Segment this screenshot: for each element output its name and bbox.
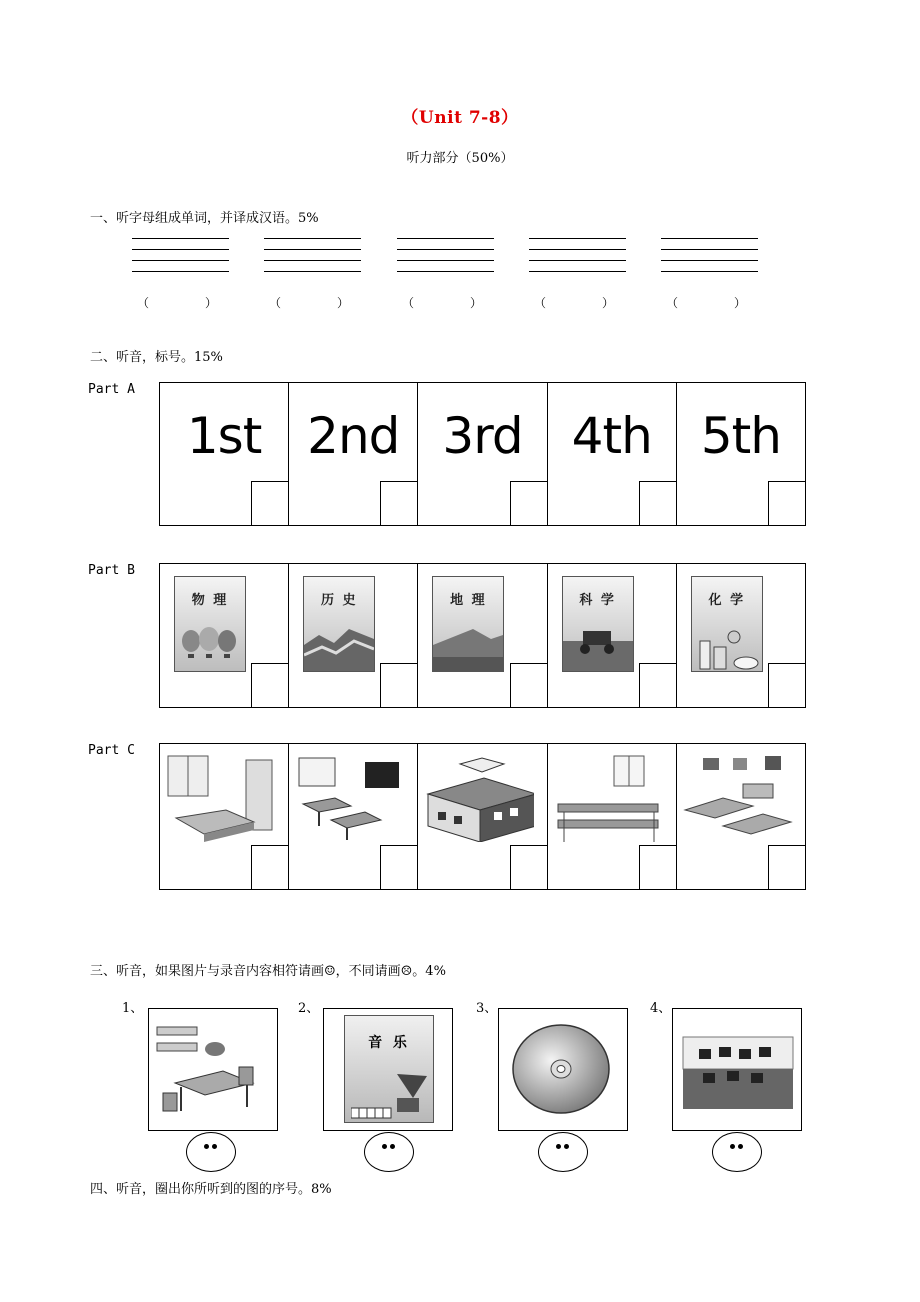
ordinal-card [289, 383, 418, 525]
book-card [160, 564, 289, 707]
science-lab-image [554, 754, 664, 842]
answer-box[interactable] [639, 663, 676, 707]
paren-open: （ [269, 296, 282, 310]
dining-room-picture [148, 1008, 278, 1131]
hot-air-balloons-icon [179, 627, 241, 669]
answer-box[interactable] [380, 845, 417, 889]
room-card [548, 744, 677, 889]
answer-box[interactable] [380, 481, 417, 525]
ordinal-card [418, 383, 547, 525]
answer-box[interactable] [639, 845, 676, 889]
history-book-image [303, 576, 375, 672]
book-card [418, 564, 547, 707]
answer-box[interactable] [380, 663, 417, 707]
paren-open: （ [402, 296, 415, 310]
answer-parentheses [137, 294, 217, 311]
paren-close: ） [733, 296, 746, 310]
page-title: （Unit 7-8） [401, 108, 519, 128]
chemistry-book-image [691, 576, 763, 672]
item-number: 2、 [298, 1001, 320, 1016]
answer-box[interactable] [251, 481, 288, 525]
section4-heading: 四、听音，圈出你所听到的图的序号。8% [90, 1182, 332, 1197]
spelling-lines [132, 238, 229, 282]
spelling-lines [264, 238, 361, 282]
book-title: 音 乐 [368, 1035, 410, 1051]
book-title: 历 史 [320, 593, 358, 608]
ordinal-card [160, 383, 289, 525]
music-book-image [344, 1015, 434, 1123]
book-card [677, 564, 805, 707]
ordinal-card [677, 383, 805, 525]
book-title: 化 学 [708, 593, 746, 608]
answer-box[interactable] [510, 481, 547, 525]
gramophone-icon [351, 1072, 429, 1120]
section3-heading: 三、听音，如果图片与录音内容相符请画☺，不同请画☹。4% [90, 964, 446, 979]
item-number: 4、 [650, 1001, 672, 1016]
art-room-image [683, 754, 793, 842]
rover-landscape-icon [563, 617, 633, 671]
answer-box[interactable] [510, 845, 547, 889]
paren-open: （ [666, 296, 679, 310]
answer-box[interactable] [639, 481, 676, 525]
music-book-picture [323, 1008, 453, 1131]
physics-book-image [174, 576, 246, 672]
answer-parentheses [534, 294, 614, 311]
book-title: 地 理 [450, 593, 487, 608]
computer-room-image [673, 1009, 800, 1129]
book-title: 科 学 [579, 593, 616, 608]
part-a-label: Part A [88, 382, 135, 397]
answer-box[interactable] [768, 663, 805, 707]
answer-box[interactable] [768, 481, 805, 525]
geography-book-image [432, 576, 504, 672]
paren-open: （ [137, 296, 150, 310]
classroom-image [295, 754, 405, 842]
paren-open: （ [534, 296, 547, 310]
paren-close: ） [336, 296, 349, 310]
face-circle[interactable] [538, 1132, 588, 1172]
part-a-row [159, 382, 806, 526]
paren-close: ） [469, 296, 482, 310]
room-card [418, 744, 547, 889]
answer-box[interactable] [251, 663, 288, 707]
answer-box[interactable] [768, 845, 805, 889]
spelling-lines [529, 238, 626, 282]
spelling-lines [661, 238, 758, 282]
answer-parentheses [402, 294, 482, 311]
item-number: 1、 [122, 1001, 144, 1016]
part-b-label: Part B [88, 563, 135, 578]
paren-close: ） [601, 296, 614, 310]
part-c-label: Part C [88, 743, 135, 758]
room-card [289, 744, 418, 889]
science-book-image [562, 576, 634, 672]
book-title: 物 理 [191, 593, 229, 608]
library-building-image [424, 754, 534, 842]
face-circle[interactable] [186, 1132, 236, 1172]
mountain-landscape-icon [433, 623, 503, 671]
room-card [677, 744, 805, 889]
spelling-lines [397, 238, 494, 282]
ordinal-text: 2nd [307, 407, 400, 465]
great-wall-icon [304, 615, 374, 671]
room-card [160, 744, 289, 889]
book-card [289, 564, 418, 707]
cd-picture [498, 1008, 628, 1131]
part-c-row [159, 743, 806, 890]
ordinal-text: 4th [571, 407, 652, 465]
computer-room-picture [672, 1008, 802, 1131]
ordinal-card [548, 383, 677, 525]
ordinal-text: 5th [700, 407, 781, 465]
section1-heading: 一、听字母组成单词，并译成汉语。5% [90, 211, 319, 226]
paren-close: ） [204, 296, 217, 310]
ordinal-text: 1st [186, 407, 262, 465]
book-card [548, 564, 677, 707]
ordinal-text: 3rd [442, 407, 523, 465]
page-subtitle: 听力部分（50%） [406, 151, 514, 166]
face-circle[interactable] [364, 1132, 414, 1172]
face-circle[interactable] [712, 1132, 762, 1172]
bedroom-image [166, 754, 276, 842]
dining-room-image [149, 1009, 276, 1129]
cd-disc-icon [499, 1009, 626, 1129]
item-number: 3、 [476, 1001, 498, 1016]
answer-box[interactable] [251, 845, 288, 889]
section2-heading: 二、听音，标号。15% [90, 350, 223, 365]
answer-box[interactable] [510, 663, 547, 707]
answer-parentheses [666, 294, 746, 311]
answer-parentheses [269, 294, 349, 311]
lab-glassware-icon [696, 627, 760, 671]
part-b-row [159, 563, 806, 708]
